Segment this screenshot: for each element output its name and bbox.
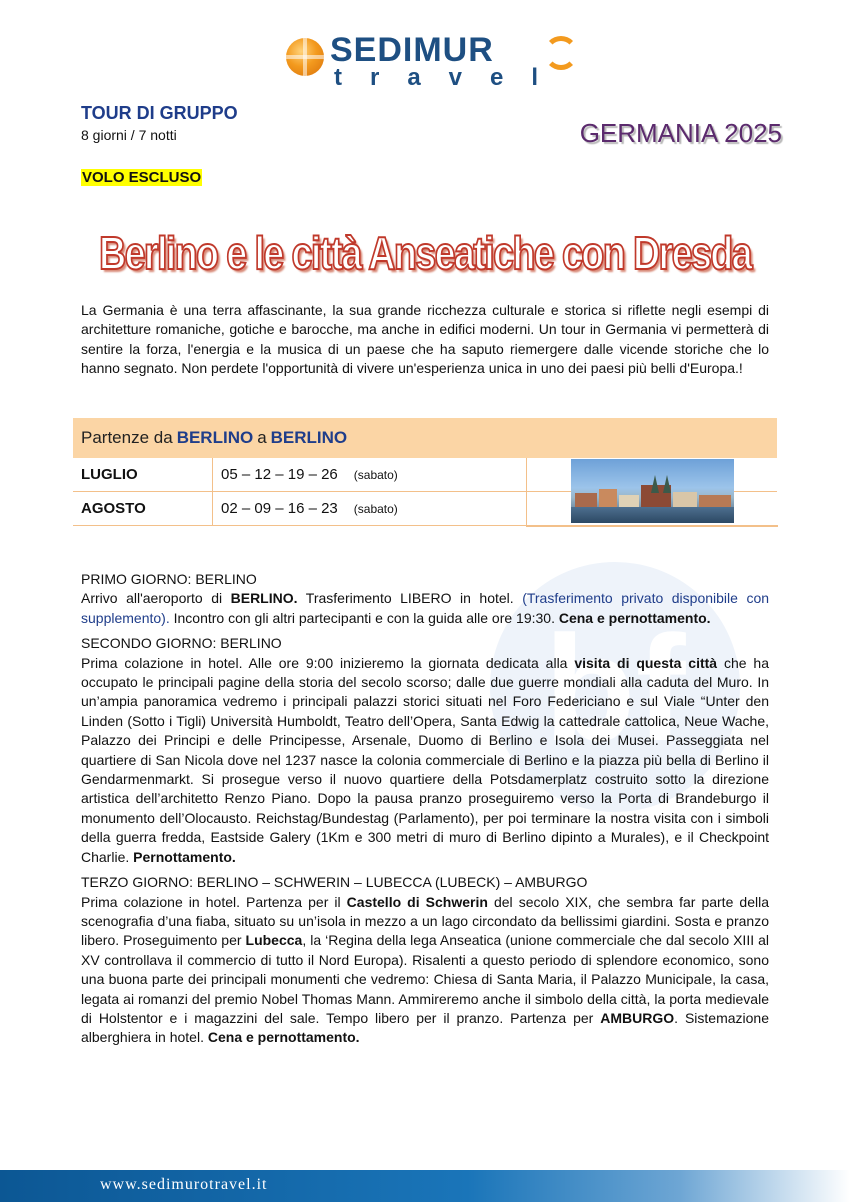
tour-title: Berlino e le città Anseatiche con Dresda <box>98 227 752 279</box>
country-year: GERMANIA 2025 <box>579 118 782 148</box>
departure-dates <box>213 458 527 491</box>
departure-dates <box>213 492 527 525</box>
dates-weekday: (sabato) <box>353 501 398 516</box>
day-title: TERZO GIORNO: BERLINO – SCHWERIN – LUBECCA (LUBECK) – AMBURGO <box>81 874 588 891</box>
intro-paragraph: La Germania è una terra affascinante, la sua grande ricchezza culturale e storica si riflette negli esempi di architetture romaniche, gotiche e barocche, ma anche in edifici moderni. Un tour in Germania vi permetterà di sentire la forza, l'energia e la musica di un paese che ha saputo riemergere dalle vicende storiche che lo hanno segnato. Non perdete l'opportunità di vivere un'esperienza unica in uno dei paesi più belli d'Europa.! <box>81 302 769 377</box>
dates-value: 02 – 09 – 16 – 23 <box>221 500 338 517</box>
website-link[interactable]: www.sedimurotravel.it <box>100 1176 268 1193</box>
itinerary <box>81 570 769 1054</box>
departure-city: BERLINO <box>176 428 254 447</box>
footer-bar <box>0 1170 850 1202</box>
globe-icon <box>286 38 324 76</box>
dates-weekday: (sabato) <box>353 467 398 482</box>
departures-connector: a <box>257 428 267 447</box>
day-title: PRIMO GIORNO: BERLINO <box>81 571 257 587</box>
day-title: SECONDO GIORNO: BERLINO <box>81 635 282 652</box>
logo-subtitle: travel <box>334 64 567 91</box>
departures-label: Partenze da <box>81 428 173 447</box>
city-photo <box>571 459 734 523</box>
departure-month: LUGLIO <box>73 458 213 491</box>
day-description: Arrivo all'aeroporto di BERLINO. Trasferimento LIBERO in hotel. (Trasferimento privato disponibile con supplemento). Incontro con gli altri partecipanti e con la guida alle ore 19:30. Cena e pernottamento. <box>81 590 770 626</box>
photo-cell <box>526 458 778 527</box>
day-description: Prima colazione in hotel. Alle ore 9:00 inizieremo la giornata dedicata alla visita di questa città che ha occupato le principali pagine della storia del secolo scorso; dalle due guerre mondiali alla caduta del Muro. In un’ampia panoramica vedremo i principali palazzi storici situati nel Foro Federiciano e sul Viale “Unter den Linden (Sotto i Tigli) Università Humboldt, Teatro dell’Opera, Santa Edwig la cattedrale cattolica, Neue Wache, Palazzo dei Principi e delle Principesse, Arsenale, Duomo di Berlino e Isola dei Musei. Passeggiata nel quartiere di San Nicola dove nel 1237 nasce la colonia commerciale di Berlino e la piazza più bella di Berlino il Gendarmenmarkt. Si prosegue verso il nuovo quartiere della Potsdamerplatz costruito sotto la direzione artistica dell’architetto Renzo Piano. Dopo la pausa pranzo proseguiremo verso la Porta di Brandeburgo il monumento dell’Olocausto. Reichstag/Bundestag (Parlamento), per poi terminare la nostra visita con i simboli della guerra fredda, Eastside Galery (1Km e 300 metri di muro di Berlino dipinto a Murales), e il Checkpoint Charlie. Pernottamento. <box>81 654 769 865</box>
departures-table <box>73 418 777 526</box>
day-description: Prima colazione in hotel. Partenza per il Castello di Schwerin del secolo XIX, che sembra far parte della scenografia d’una fiaba, situato su un’isola in mezzo a un lago circondato da bellissimi giardini. Sosta e pranzo libero. Proseguimento per Lubecca, la ‘Regina della lega Anseatica (unione commerciale che dal secolo XIII al XV controllava il commercio di tutto il Nord Europa). Risalenti a questo periodo di splendore economico, sono una buona parte dei principali monumenti che vedremo: Chiesa di Santa Maria, il Palazzo Municipale, la casa, legata ai romanzi del premio Nobel Thomas Mann. Ammireremo anche il simbolo della città, la porta medievale di Holstentor e i magazzini del sale. Tempo libero per il pranzo. Partenza per AMBURGO. Sistemazione alberghiera in hotel. Cena e pernottamento. <box>81 893 769 1046</box>
dates-value: 05 – 12 – 19 – 26 <box>221 466 338 483</box>
tour-type: TOUR DI GRUPPO <box>81 103 238 123</box>
day-1 <box>81 570 769 628</box>
departure-month: AGOSTO <box>73 492 213 525</box>
tour-duration: 8 giorni / 7 notti <box>81 127 177 143</box>
departures-header <box>73 418 777 458</box>
flight-note: VOLO ESCLUSO <box>82 169 202 186</box>
arrival-city: BERLINO <box>270 428 348 447</box>
day-2 <box>81 634 769 867</box>
logo-wordmark: SEDIMUR <box>330 31 494 69</box>
company-logo <box>282 28 582 92</box>
day-3 <box>81 873 769 1048</box>
